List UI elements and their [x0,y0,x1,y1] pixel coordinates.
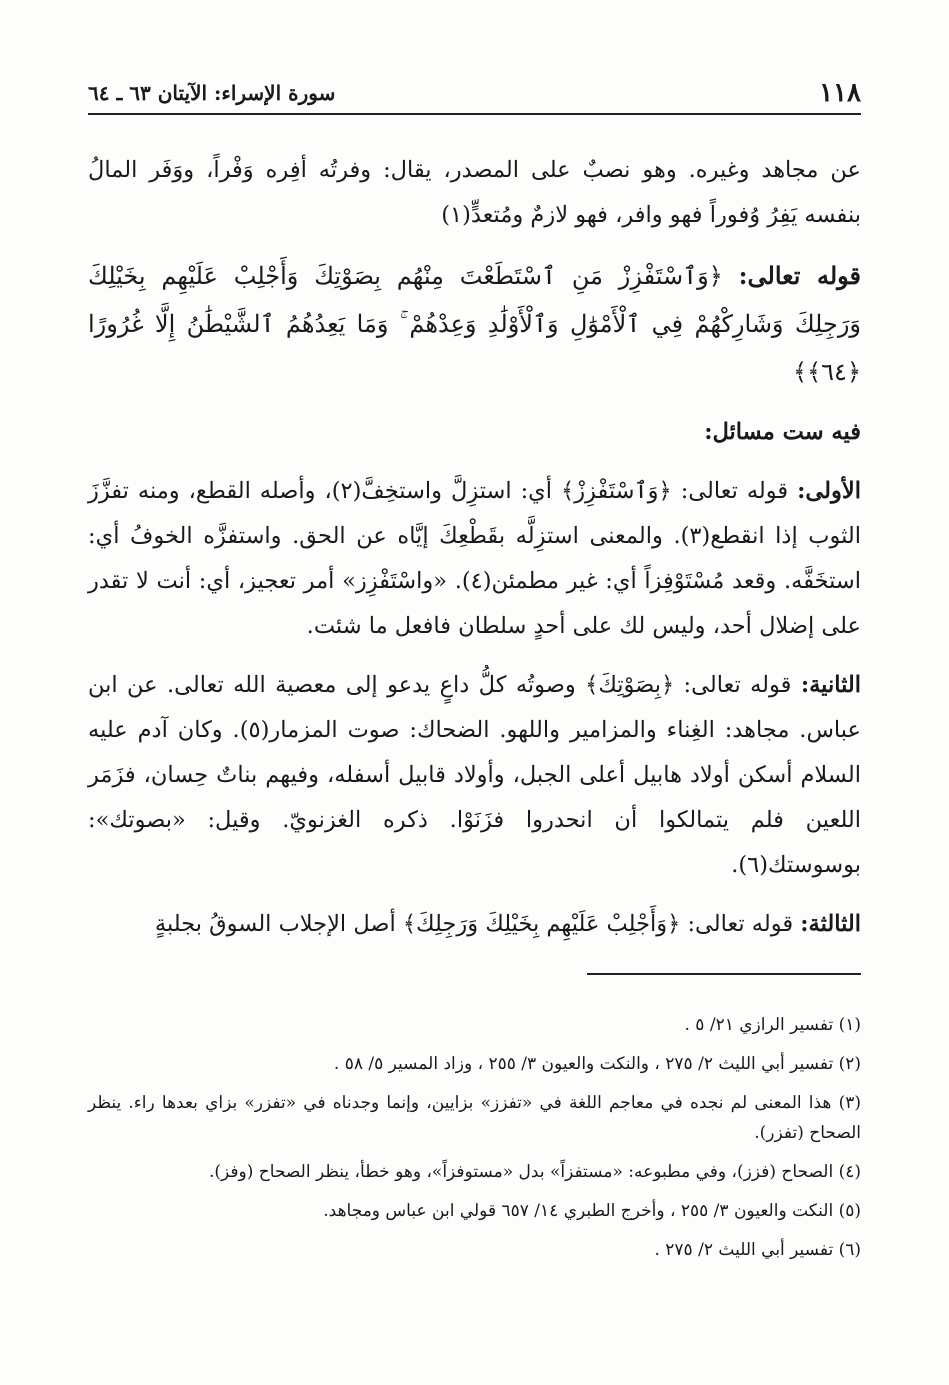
footnote-rule [587,973,861,975]
intro-paragraph: عن مجاهد وغيره. وهو نصبٌ على المصدر، يقال: وفرتُه أفِره وَفْراً، ووَفَر المالُ بنفسه يَفِرُ وُفوراً فهو وافر، فهو لازمٌ ومُتعدٍّ(١) [88,157,861,228]
issue-second [88,663,861,888]
issues-heading: فيه ست مسائل: [704,419,861,445]
verse-lead: قوله تعالى: [738,261,861,290]
page-number: ١١٨ [819,78,861,108]
footnote-item: (٣) هذا المعنى لم نجده في معاجم اللغة في «تفزز» بزايين، وإنما وجدناه في «تفزر» بزاي بعدها راء. ينظر الصحاح (تفزر). [88,1093,861,1143]
header-rule [88,113,861,115]
issue-second-label: الثانية: [800,672,861,698]
issue-first-label: الأولى: [797,478,861,504]
main-text [88,148,861,961]
footnote-item: (٦) تفسير أبي الليث ٢/ ٢٧٥ . [654,1240,861,1260]
issue-third [88,902,861,947]
footnote-item: (٥) النكت والعيون ٣/ ٢٥٥ ، وأخرج الطبري ١٤/ ٦٥٧ قولي ابن عباس ومجاهد. [323,1201,861,1221]
footnote-item: (١) تفسير الرازي ٢١/ ٥ . [684,1015,861,1035]
issue-first [88,469,861,649]
footnote-item: (٤) الصحاح (فزز)، وفي مطبوعه: «مستفزاً» بدل «مستوفزاً»، وهو خطأ، ينظر الصحاح (وفز). [209,1162,861,1182]
running-title: سورة الإسراء: الآيتان ٦٣ ـ ٦٤ [88,81,336,105]
page-header [88,78,861,108]
footnote-item: (٢) تفسير أبي الليث ٢/ ٢٧٥ ، والنكت والعيون ٣/ ٢٥٥ ، وزاد المسير ٥/ ٥٨ . [333,1054,861,1074]
verse-text: ﴿وَٱسْتَفْزِزْ مَنِ ٱسْتَطَعْتَ مِنْهُم بِصَوْتِكَ وَأَجْلِبْ عَلَيْهِم بِخَيْلِكَ وَرَجِلِكَ وَشَارِكْهُمْ فِي ٱلْأَمْوَٰلِ وَٱلْأَوْلَٰدِ وَعِدْهُمْ ۚ وَمَا يَعِدُهُمُ ٱلشَّيْطَٰنُ إِلَّا غُرُورًا ﴿٦٤﴾﴾ [88,262,861,386]
issue-first-text: قوله تعالى: ﴿وَٱسْتَفْزِزْ﴾ أي: استزِلَّ واستخِفَّ(٢)، وأصله القطع، ومنه تفزَّزَ الثوب إذا انقطع(٣). والمعنى استزِلَّه بقَطْعِكَ إيَّاه عن الحق. واستفزَّه الخوفُ أي: استخَفَّه. وقعد مُسْتَوْفِزاً أي: غير مطمئن(٤). «واسْتَفْزِز» أمر تعجيز، أي: أنت لا تقدر على إضلال أحد، وليس لك على أحدٍ سلطان فافعل ما شئت. [88,478,861,639]
footnotes [88,1010,861,1274]
issue-third-text: قوله تعالى: ﴿وَأَجْلِبْ عَلَيْهِم بِخَيْلِكَ وَرَجِلِكَ﴾ أصل الإجلاب السوقُ بجلبةٍ [154,911,794,937]
verse-block [88,252,861,396]
issue-third-label: الثالثة: [800,911,861,937]
issue-second-text: قوله تعالى: ﴿بِصَوْتِكَ﴾ وصوتُه كلُّ داعٍ يدعو إلى معصية الله تعالى. عن ابن عباس. مجاهد: الغِناء والمزامير واللهو. الضحاك: صوت المزمار(٥). وكان آدم عليه السلام أسكن أولاد هابيل أعلى الجبل، وأولاد قابيل أسفله، وفيهم بناتٌ حِسان، فزَمَر اللعين فلم يتمالكوا أن انحدروا فزَنَوْا. ذكره الغزنويّ. وقيل: «بصوتك»: بوسوستك(٦). [88,672,861,878]
